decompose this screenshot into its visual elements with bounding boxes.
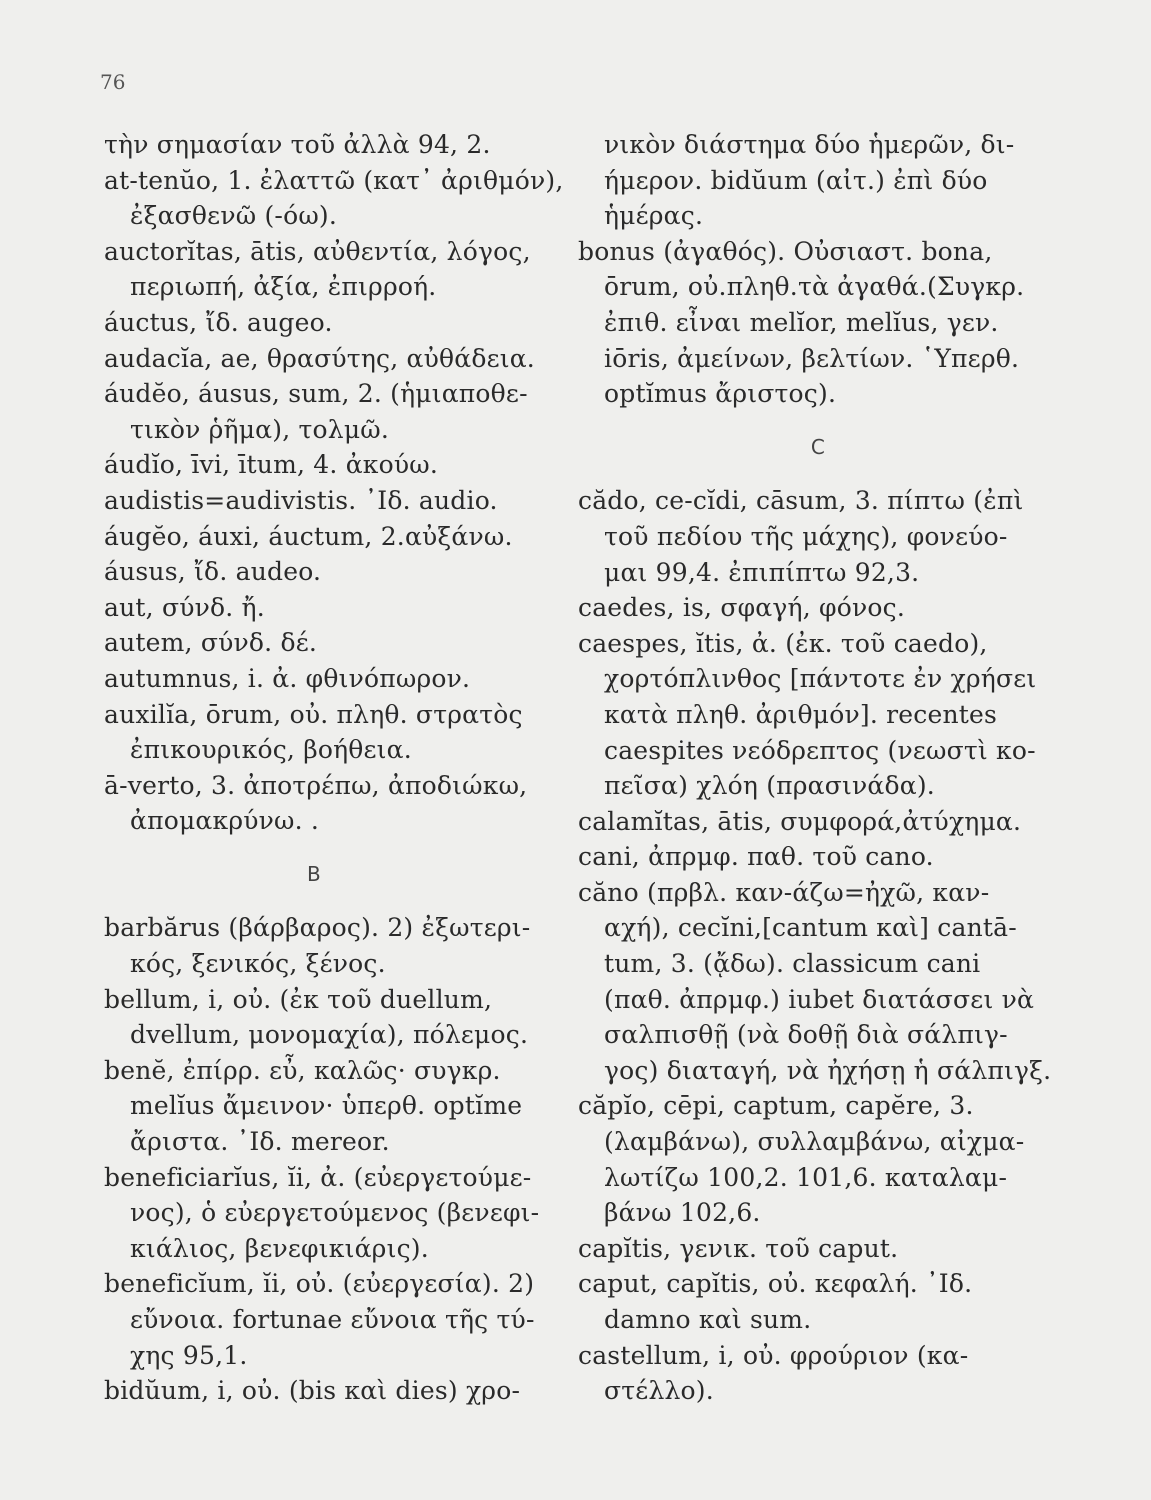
dictionary-line: áusus, ἴδ. audeo. xyxy=(104,557,322,587)
dictionary-line: ἀπομακρύνω. . xyxy=(130,806,320,836)
dictionary-line: castellum, i, οὐ. φρούριον (κα- xyxy=(578,1340,969,1370)
dictionary-line: cani, ἀπρμφ. παθ. τοῦ cano. xyxy=(578,842,934,872)
dictionary-line: ἐπιθ. εἶναι melĭor, melĭus, γεν. xyxy=(604,307,999,337)
right-column xyxy=(578,127,1078,1409)
dictionary-line: λωτίζω 100,2. 101,6. καταλαμ- xyxy=(604,1162,1008,1192)
section-heading-c: C xyxy=(810,434,826,459)
dictionary-line: ἡμέρας. xyxy=(604,201,704,231)
dictionary-line: βάνω 102,6. xyxy=(604,1198,761,1228)
dictionary-line: ōrum, οὐ.πληθ.τὰ ἀγαθά.(Συγκρ. xyxy=(604,272,1025,302)
dictionary-line: barbărus (βάρβαρος). 2) ἐξωτερι- xyxy=(104,913,531,943)
dictionary-line: bellum, i, οὐ. (ἐκ τοῦ duellum, xyxy=(104,984,493,1014)
dictionary-line: caespes, ĭtis, ἀ. (ἐκ. τοῦ caedo), xyxy=(578,628,988,658)
dictionary-line: ἐξασθενῶ (-όω). xyxy=(130,201,338,231)
dictionary-line: caput, capĭtis, οὐ. κεφαλή. ᾿Ιδ. xyxy=(578,1269,973,1299)
dictionary-line: beneficĭum, ĭi, οὐ. (εὐεργεσία). 2) xyxy=(104,1269,535,1299)
dictionary-line: σαλπισθῇ (νὰ δοθῇ διὰ σάλπιγ- xyxy=(604,1020,1008,1050)
dictionary-line: νος), ὁ εὐεργετούμενος (βενεφι- xyxy=(130,1198,540,1228)
dictionary-line: áudĕo, áusus, sum, 2. (ἡμιαποθε- xyxy=(104,379,528,409)
dictionary-line: at-tenŭo, 1. ἐλαττῶ (κατ᾽ ἀριθμόν), xyxy=(104,165,564,195)
dictionary-line: áudĭo, īvi, ītum, 4. ἀκούω. xyxy=(104,450,438,480)
dictionary-line: εὔνοια. fortunae εὔνοια τῆς τύ- xyxy=(130,1305,535,1334)
dictionary-line: iōris, ἀμείνων, βελτίων. ῾Υπερθ. xyxy=(604,343,1020,373)
dictionary-line: audistis=audivistis. ᾿Ιδ. audio. xyxy=(104,485,498,515)
dictionary-line: στέλλο). xyxy=(604,1376,714,1406)
dictionary-line: benĕ, ἐπίρρ. εὖ, καλῶς· συγκρ. xyxy=(104,1055,501,1085)
dictionary-line: χορτόπλινθος [πάντοτε ἐν χρήσει xyxy=(604,664,1037,694)
dictionary-line: μαι 99,4. ἐπιπίπτω 92,3. xyxy=(604,557,920,587)
dictionary-line: γος) διαταγή, νὰ ἠχήσῃ ἡ σάλπιγξ. xyxy=(604,1055,1052,1085)
dictionary-line: capĭtis, γενικ. τοῦ caput. xyxy=(578,1233,899,1263)
dictionary-line: melĭus ἄμεινον· ὑπερθ. optĭme xyxy=(130,1091,523,1121)
dictionary-line: τὴν σημασίαν τοῦ ἀλλὰ 94, 2. xyxy=(104,130,491,159)
dictionary-line: αχή), cecĭni,[cantum καὶ] cantā- xyxy=(604,913,1017,943)
dictionary-line: audacĭa, ae, θρασύτης, αὐθάδεια. xyxy=(104,343,535,373)
dictionary-line: aut, σύνδ. ἤ. xyxy=(104,592,265,622)
dictionary-line: áuctus, ἴδ. augeo. xyxy=(104,307,333,337)
dictionary-line: damno καὶ sum. xyxy=(604,1305,812,1334)
dictionary-line: autumnus, i. ἀ. φθινόπωρον. xyxy=(104,663,471,693)
dictionary-line: πεῖσα) χλόη (πρασινάδα). xyxy=(604,771,935,801)
dictionary-line: cădo, ce-cĭdi, cāsum, 3. πίπτω (ἐπὶ xyxy=(578,486,1024,516)
dictionary-line: ā-verto, 3. ἀποτρέπω, ἀποδιώκω, xyxy=(104,770,528,800)
dictionary-line: ήμερον. bidŭum (αἰτ.) ἐπὶ δύο xyxy=(604,165,988,195)
dictionary-line: (λαμβάνω), συλλαμβάνω, αἰχμα- xyxy=(604,1127,1025,1157)
dictionary-line: ἄριστα. ᾿Ιδ. mereor. xyxy=(130,1127,390,1157)
dictionary-line: νικὸν διάστημα δύο ἡμερῶν, δι- xyxy=(604,130,1015,159)
dictionary-line: dvellum, μονομαχία), πόλεμος. xyxy=(130,1020,529,1050)
dictionary-line: optĭmus ἄριστος). xyxy=(604,379,837,409)
dictionary-line: căpĭo, cēpi, captum, capĕre, 3. xyxy=(578,1091,974,1121)
dictionary-line: bonus (ἀγαθός). Οὐσιαστ. bona, xyxy=(578,236,993,266)
dictionary-line: περιωπή, ἀξία, ἐπιρροή. xyxy=(130,272,437,302)
dictionary-line: caespites νεόδρεπτος (νεωστὶ κο- xyxy=(604,735,1036,765)
dictionary-line: auctorĭtas, ātis, αὐθεντία, λόγος, xyxy=(104,236,531,266)
dictionary-line: κιάλιος, βενεφικιάρις). xyxy=(130,1233,429,1263)
left-column xyxy=(104,127,574,1409)
dictionary-line: bidŭum, i, οὐ. (bis καὶ dies) χρο- xyxy=(104,1376,521,1406)
dictionary-line: κατὰ πληθ. ἀριθμόν]. recentes xyxy=(604,699,998,729)
dictionary-line: τοῦ πεδίου τῆς μάχης), φονεύο- xyxy=(604,521,1008,551)
dictionary-line: calamĭtas, ātis, συμφορά,ἀτύχημα. xyxy=(578,806,1022,836)
dictionary-line: căno (πρβλ. καν-άζω=ἠχῶ, καν- xyxy=(578,877,990,907)
dictionary-line: áugĕo, áuxi, áuctum, 2.αὐξάνω. xyxy=(104,521,513,551)
section-heading-b: B xyxy=(307,861,321,886)
dictionary-line: ἐπικουρικός, βοήθεια. xyxy=(130,735,412,765)
dictionary-line: κός, ξενικός, ξένος. xyxy=(130,949,386,979)
dictionary-line: tum, 3. (ᾄδω). classicum cani xyxy=(604,949,981,979)
dictionary-line: (παθ. ἀπρμφ.) iubet διατάσσει νὰ xyxy=(604,984,1035,1014)
dictionary-line: beneficiarĭus, ĭi, ἀ. (εὐεργετούμε- xyxy=(104,1162,532,1192)
dictionary-line: caedes, is, σφαγή, φόνος. xyxy=(578,593,905,623)
dictionary-line: τικὸν ῥῆμα), τολμῶ. xyxy=(130,414,390,444)
page-number: 76 xyxy=(100,70,126,94)
dictionary-line: auxilĭa, ōrum, οὐ. πληθ. στρατὸς xyxy=(104,699,523,729)
dictionary-line: χης 95,1. xyxy=(130,1340,248,1370)
dictionary-line: autem, σύνδ. δέ. xyxy=(104,628,318,658)
